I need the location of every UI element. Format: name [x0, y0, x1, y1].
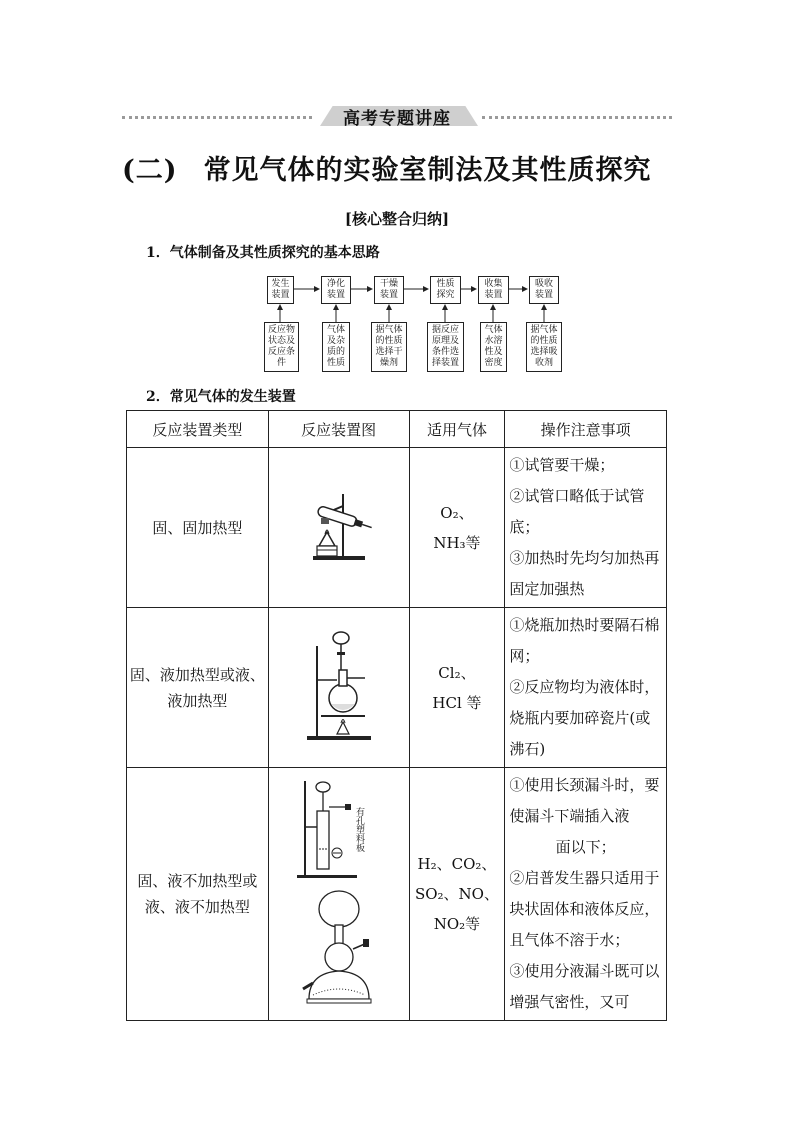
- table-header: 适用气体: [409, 411, 505, 448]
- table-header: 反应装置类型: [127, 411, 269, 448]
- solid-heating-apparatus-icon: [299, 486, 379, 566]
- reaction-type-cell: 固、液不加热型或液、液不加热型: [127, 768, 269, 1021]
- table-header-row: [127, 411, 667, 448]
- apparatus-image-cell: [268, 448, 409, 608]
- applicable-gas-cell: Cl₂、 HCl 等: [409, 608, 505, 768]
- gas-generator-table: [126, 410, 667, 1021]
- table-row: [127, 768, 667, 1021]
- kipp-generator-apparatus-icon: [289, 777, 389, 1007]
- flow-step-purification: 净化 装置: [321, 276, 351, 304]
- flow-note-generation: 反应物 状态及 反应条 件: [264, 322, 299, 372]
- notes-cell: ①使用长颈漏斗时，要使漏斗下端插入液 面以下； ②启普发生器只适用于块状固体和液体反应，且气体不溶于水； ③使用分液漏斗既可以增强气密性，又可: [505, 768, 667, 1021]
- reaction-type-cell: 固、固加热型: [127, 448, 269, 608]
- flow-note-property: 据反应 原理及 条件选 择装置: [427, 322, 464, 372]
- applicable-gas-cell: O₂、 NH₃等: [409, 448, 505, 608]
- section-1-title: 1．气体制备及其性质探究的基本思路: [146, 245, 380, 261]
- flow-step-collection: 收集 装置: [478, 276, 509, 304]
- flow-note-absorption: 据气体 的性质 选择吸 收剂: [526, 322, 562, 372]
- table-header: 反应装置图: [268, 411, 409, 448]
- notes-cell: ①烧瓶加热时要隔石棉网； ②反应物均为液体时，烧瓶内要加碎瓷片(或沸石): [505, 608, 667, 768]
- reaction-type-cell: 固、液加热型或液、液加热型: [127, 608, 269, 768]
- chapter-number: (二): [122, 155, 178, 186]
- flow-step-absorption: 吸收 装置: [529, 276, 559, 304]
- flow-step-property: 性质 探究: [430, 276, 461, 304]
- flow-note-drying: 据气体 的性质 选择干 燥剂: [371, 322, 407, 372]
- table-row: [127, 608, 667, 768]
- applicable-gas-cell: H₂、CO₂、 SO₂、NO、 NO₂等: [409, 768, 505, 1021]
- perforated-plate-label: 有孔塑料板: [353, 807, 364, 852]
- section-subhead: [核心整合归纳]: [344, 210, 450, 228]
- table-row: [127, 448, 667, 608]
- flow-note-collection: 气体 水溶 性及 密度: [480, 322, 507, 372]
- flow-note-purification: 气体 及杂 质的 性质: [322, 322, 350, 372]
- flow-step-drying: 干燥 装置: [374, 276, 404, 304]
- section-2-title: 2．常见气体的发生装置: [146, 389, 296, 405]
- notes-cell: ①试管要干燥； ②试管口略低于试管底； ③加热时先均匀加热再固定加强热: [505, 448, 667, 608]
- chapter-title-text: 常见气体的实验室制法及其性质探究: [203, 155, 652, 186]
- apparatus-image-cell: [268, 768, 409, 1021]
- table-header: 操作注意事项: [505, 411, 667, 448]
- flask-heating-apparatus-icon: [299, 626, 379, 746]
- apparatus-image-cell: [268, 608, 409, 768]
- header-title: 高考专题讲座: [343, 109, 451, 129]
- flow-step-generation: 发生 装置: [267, 276, 294, 304]
